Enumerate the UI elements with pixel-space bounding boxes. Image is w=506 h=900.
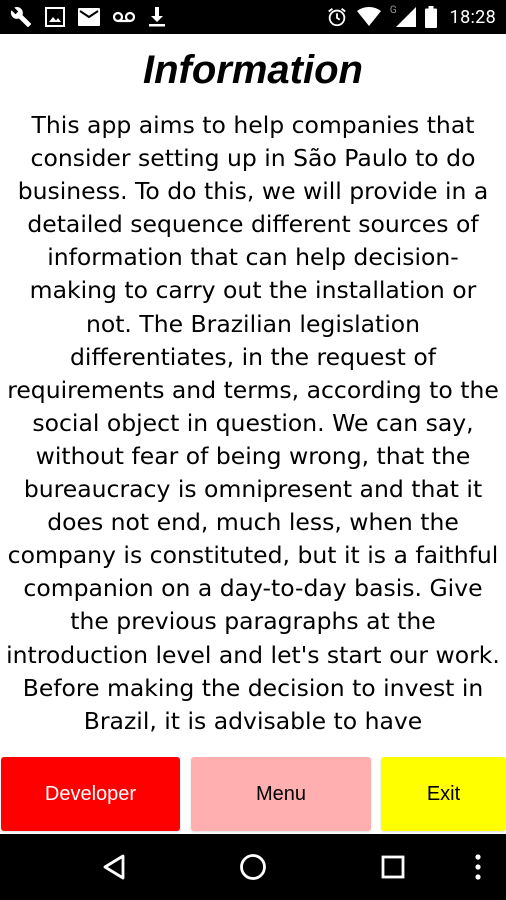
clock: 18:28: [449, 6, 496, 28]
download-icon: [148, 6, 166, 28]
wrench-icon: [10, 6, 32, 28]
info-scroll-area[interactable]: [4, 109, 502, 735]
info-text: This app aims to help companies that consider setting up in São Paulo to do business. To do this, we will provide in a detailed sequence different sources of information that can help decision-making to carry out the installation or not. The Brazilian legislation differentiates, in the request of requirements and terms, according to the social object in question. We can say, without fear of being wrong, that the bureaucracy is omnipresent and that it does not end, much less, when the company is constituted, but it is a faithful companion on a day-to-day basis. Give the previous paragraphs at the introduction level and let's start our work. Before making the decision to invest in Brazil, it is advisable to have: [6, 111, 500, 735]
overflow-menu-icon[interactable]: [458, 848, 498, 886]
alarm-icon: [326, 6, 348, 28]
network-type-label: G: [389, 4, 397, 16]
developer-button[interactable]: Developer: [1, 757, 180, 831]
image-icon: [45, 7, 65, 27]
navigation-bar: [0, 834, 506, 900]
wifi-icon: [357, 7, 381, 27]
system-icons: [326, 5, 496, 29]
menu-button[interactable]: Menu: [191, 757, 371, 831]
battery-icon: [425, 6, 437, 28]
signal-icon: [396, 7, 416, 27]
status-bar: [0, 0, 506, 34]
recents-icon[interactable]: [373, 848, 413, 886]
page-title: Information: [143, 48, 363, 92]
home-icon[interactable]: [233, 848, 273, 886]
exit-button[interactable]: Exit: [381, 757, 506, 831]
notification-icons: [10, 5, 166, 29]
voicemail-icon: [113, 10, 135, 24]
mail-icon: [78, 8, 100, 26]
back-icon[interactable]: [94, 848, 134, 886]
